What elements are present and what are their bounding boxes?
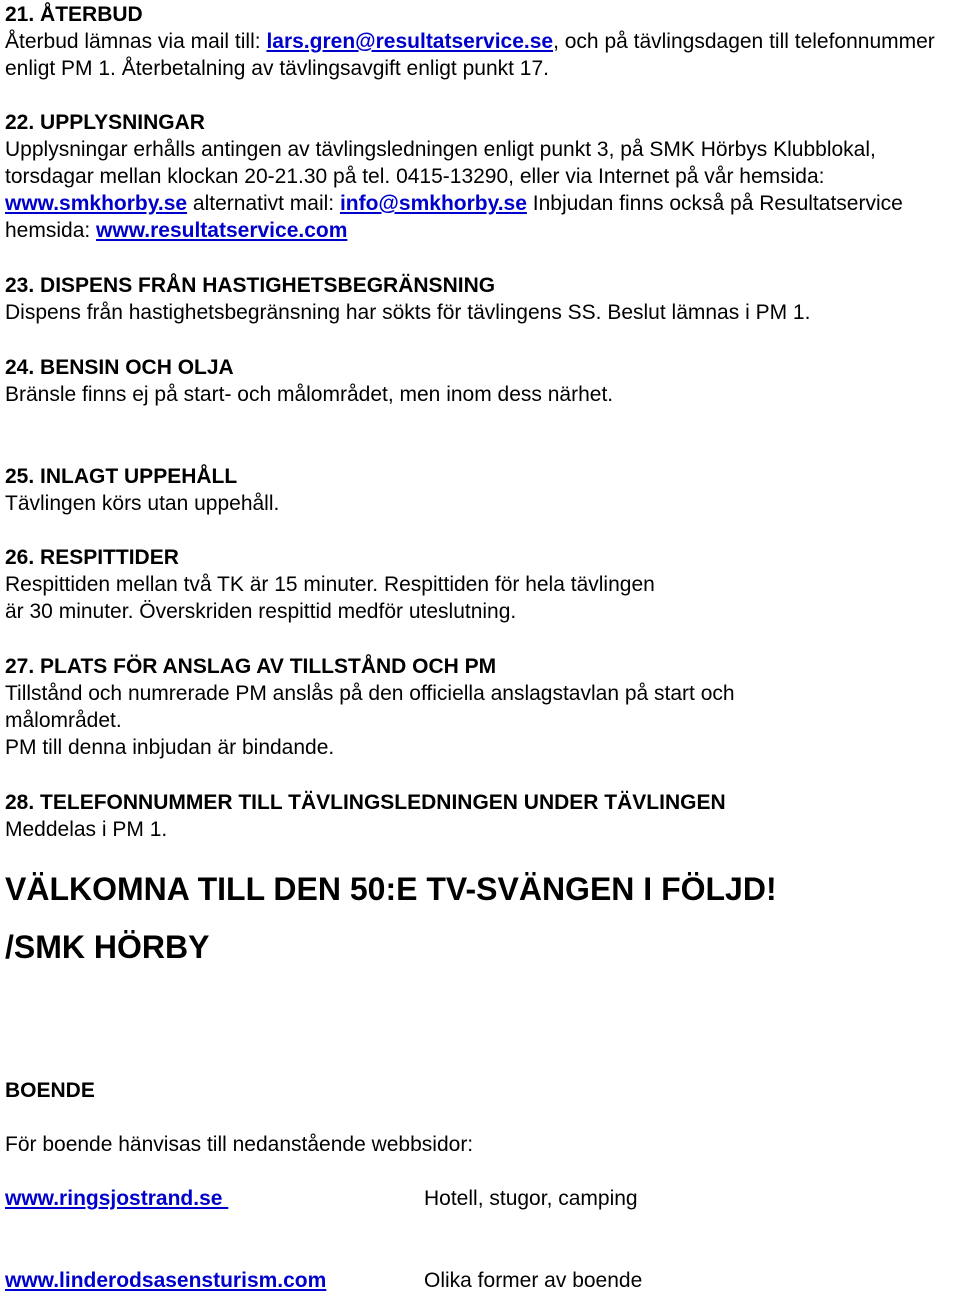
boende-row [5, 1185, 228, 1212]
section-22 [5, 109, 945, 244]
boende-description: Hotell, stugor, camping [424, 1187, 638, 1210]
section-25 [5, 463, 960, 517]
section-text: Meddelas i PM 1. [5, 818, 168, 841]
welcome-heading: VÄLKOMNA TILL DEN 50:E TV-SVÄNGEN I FÖLJD! [5, 871, 777, 907]
section-heading: 27. PLATS FÖR ANSLAG AV TILLSTÅND OCH PM [5, 655, 497, 678]
resultatservice-link[interactable]: www.resultatservice.com [96, 219, 348, 242]
section-text: Tävlingen körs utan uppehåll. [5, 492, 280, 515]
ringsjostrand-link[interactable]: www.ringsjostrand.se [5, 1187, 229, 1210]
section-24 [5, 354, 960, 408]
text-part: Återbud lämnas via mail till: [5, 30, 267, 53]
section-heading: 21. ÅTERBUD [5, 3, 143, 26]
section-heading: 22. UPPLYSNINGAR [5, 111, 205, 134]
boende-heading: BOENDE [5, 1079, 95, 1102]
section-heading: 26. RESPITTIDER [5, 546, 179, 569]
boende-intro: För boende hänvisas till nedanstående webbsidor: [5, 1133, 474, 1156]
section-21 [5, 1, 960, 82]
section-heading: 24. BENSIN OCH OLJA [5, 356, 234, 379]
section-text: Tillstånd och numrerade PM anslås på den officiella anslagstavlan på start och målområdet. [5, 682, 735, 732]
section-text: Dispens från hastighetsbegränsning har sökts för tävlingens SS. Beslut lämnas i PM 1. [5, 301, 811, 324]
text-part: Inbjudan finns också på Resultatservice hemsida: [5, 192, 903, 242]
section-text [5, 28, 960, 82]
text-part: alternativt mail: [187, 192, 340, 215]
linderodsasensturism-link[interactable]: www.linderodsasensturism.com [5, 1269, 327, 1292]
website-link[interactable]: www.smkhorby.se [5, 192, 188, 215]
text-part: , och på tävlingsdagen till telefonnummer enligt PM 1. Återbetalning av tävlingsavgift enligt punkt 17. [5, 30, 935, 80]
email-link[interactable]: lars.gren@resultatservice.se [266, 30, 554, 53]
section-27 [5, 653, 835, 761]
section-heading: 28. TELEFONNUMMER TILL TÄVLINGSLEDNINGEN UNDER TÄVLINGEN [5, 791, 726, 814]
text-part: Upplysningar erhålls antingen av tävlingsledningen enligt punkt 3, på SMK Hörbys Klubblokal, torsdagar mellan klockan 20-21.30 på tel. 0415-13290, eller via Internet på vår hemsida: [5, 138, 876, 188]
email-link[interactable]: info@smkhorby.se [339, 192, 527, 215]
section-heading: 25. INLAGT UPPEHÅLL [5, 465, 238, 488]
section-26 [5, 544, 665, 625]
section-23 [5, 272, 960, 326]
boende-row [5, 1267, 326, 1294]
section-text [5, 136, 945, 244]
section-heading: 23. DISPENS FRÅN HASTIGHETSBEGRÄNSNING [5, 274, 496, 297]
section-28 [5, 789, 960, 843]
section-text: Bränsle finns ej på start- och målområdet, men inom dess närhet. [5, 383, 614, 406]
boende-description: Olika former av boende [424, 1269, 643, 1292]
section-text: Respittiden mellan två TK är 15 minuter. Respittiden för hela tävlingen är 30 minuter. Överskriden respittid medför uteslutning. [5, 573, 655, 623]
signature: /SMK HÖRBY [5, 929, 210, 965]
section-text: PM till denna inbjudan är bindande. [5, 736, 335, 759]
